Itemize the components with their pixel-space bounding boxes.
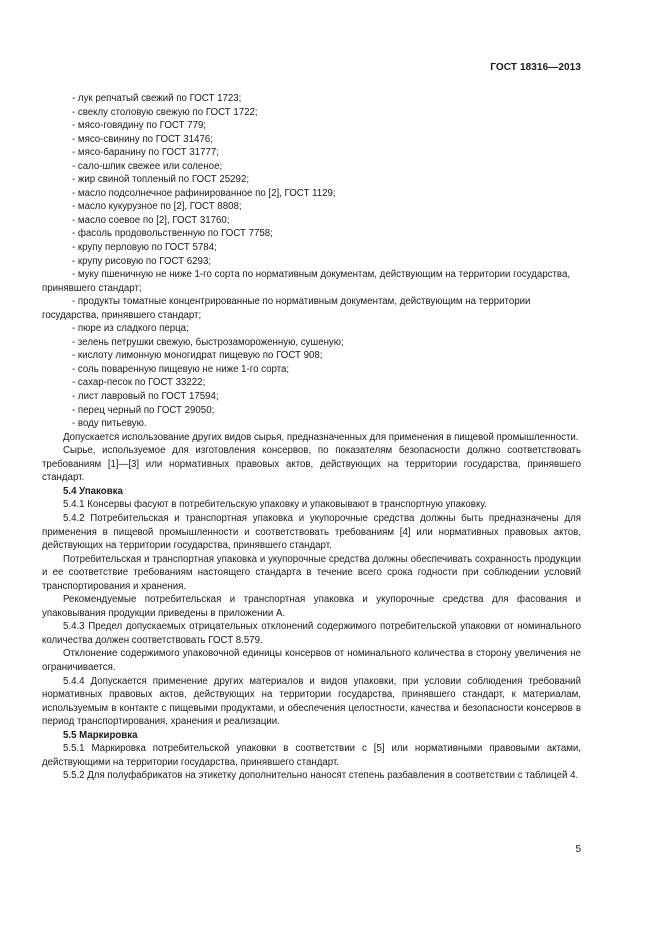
- paragraph: Отклонение содержимого упаковочной единицы консервов от номинального количества в сторону увеличения не ограничивается.: [42, 648, 581, 673]
- list-item: - мясо-свинину по ГОСТ 31476;: [72, 133, 213, 145]
- section-heading-marking: 5.5 Маркировка: [63, 729, 138, 741]
- document-id: ГОСТ 18316—2013: [490, 62, 581, 73]
- list-item: - сахар-песок по ГОСТ 33222;: [72, 377, 206, 389]
- list-item: - мясо-говядину по ГОСТ 779;: [72, 120, 207, 132]
- page-body: [42, 92, 581, 783]
- paragraph: Допускается использование других видов сырья, предназначенных для применения в пищевой промышленности.: [63, 431, 579, 443]
- list-item: - зелень петрушки свежую, быстрозамороженную, сушеную;: [72, 336, 344, 348]
- raw-materials-list: [42, 92, 581, 431]
- paragraph: 5.4.3 Предел допускаемых отрицательных отклонений содержимого потребительской упаковки от номинального количества должен соответствовать ГОСТ 8.579.: [42, 621, 581, 646]
- list-item: - масло подсолнечное рафинированное по [2], ГОСТ 1129;: [72, 187, 336, 199]
- list-item: - крупу рисовую по ГОСТ 6293;: [72, 255, 212, 267]
- paragraph: 5.4.1 Консервы фасуют в потребительскую упаковку и упаковывают в транспортную упаковку.: [63, 499, 487, 511]
- list-item: - мясо-баранину по ГОСТ 31777;: [72, 147, 219, 159]
- list-item: - пюре из сладкого перца;: [72, 323, 189, 335]
- paragraph: 5.4.4 Допускается применение других материалов и видов упаковки, при условии соблюдения требований нормативных правовых актов, действующих на территории государства, принявшего стандарт, к материалам, используемым в контакте с пищевыми продуктами, и обеспечения целостности, качества и безопасности консервов в период транспортирования, хранения и реализации.: [42, 675, 581, 728]
- paragraph: 5.5.1 Маркировка потребительской упаковки в соответствии с [5] или нормативными правовыми актами, действующими на территории государства, принявшего стандарт.: [42, 743, 581, 768]
- paragraph: 5.4.2 Потребительская и транспортная упаковка и укупорочные средства должны быть предназначены для применения в пищевой промышленности и соответствовать требованиям [4] или нормативных правовых актов, действующих на территории государства, принявшего стандарт.: [42, 512, 581, 552]
- list-item: - воду питьевую.: [72, 418, 147, 430]
- list-item: - муку пшеничную не ниже 1-го сорта по нормативным документам, действующим на территории государства, принявшего стандарт;: [42, 269, 571, 294]
- list-item: - соль поваренную пищевую не ниже 1-го сорта;: [72, 363, 290, 375]
- list-item: - крупу перловую по ГОСТ 5784;: [72, 242, 217, 254]
- list-item: - лист лавровый по ГОСТ 17594;: [72, 391, 219, 403]
- list-item: - лук репчатый свежий по ГОСТ 1723;: [72, 93, 242, 104]
- list-item: - перец черный по ГОСТ 29050;: [72, 404, 215, 416]
- list-item: - кислоту лимонную моногидрат пищевую по ГОСТ 908;: [72, 350, 323, 362]
- paragraph: Сырье, используемое для изготовления консервов, по показателям безопасности должно соответствовать требованиям [1]—[3] или нормативных правовых актов, действующих на территории государства, принявшего стандарт.: [42, 445, 581, 484]
- list-item: - фасоль продовольственную по ГОСТ 7758;: [72, 228, 273, 240]
- list-item: - свеклу столовую свежую по ГОСТ 1722;: [72, 106, 258, 118]
- list-item: - масло соевое по [2], ГОСТ 31760;: [72, 214, 230, 226]
- paragraph: Потребительская и транспортная упаковка и укупорочные средства должны обеспечивать сохранность продукции и ее соответствие требованиям настоящего стандарта в течение всего срока годности при соблюдении условий транспортирования и хранения.: [42, 553, 581, 592]
- page-number: 5: [575, 844, 581, 855]
- list-item: - жир свиной топленый по ГОСТ 25292;: [72, 174, 250, 186]
- paragraph: Рекомендуемые потребительская и транспортная упаковка и укупорочные средства для фасования и упаковывания продукции приведены в приложении А.: [42, 594, 581, 619]
- paragraph: 5.5.2 Для полуфабрикатов на этикетку дополнительно наносят степень разбавления в соответствии с таблицей 4.: [63, 770, 579, 782]
- list-item: - сало-шпик свежее или соленое;: [72, 160, 223, 172]
- list-item: - продукты томатные концентрированные по нормативным документам, действующим на территории государства, принявшего стандарт;: [42, 296, 531, 321]
- list-item: - масло кукурузное по [2], ГОСТ 8808;: [72, 201, 242, 213]
- section-heading-packaging: 5.4 Упаковка: [63, 485, 123, 497]
